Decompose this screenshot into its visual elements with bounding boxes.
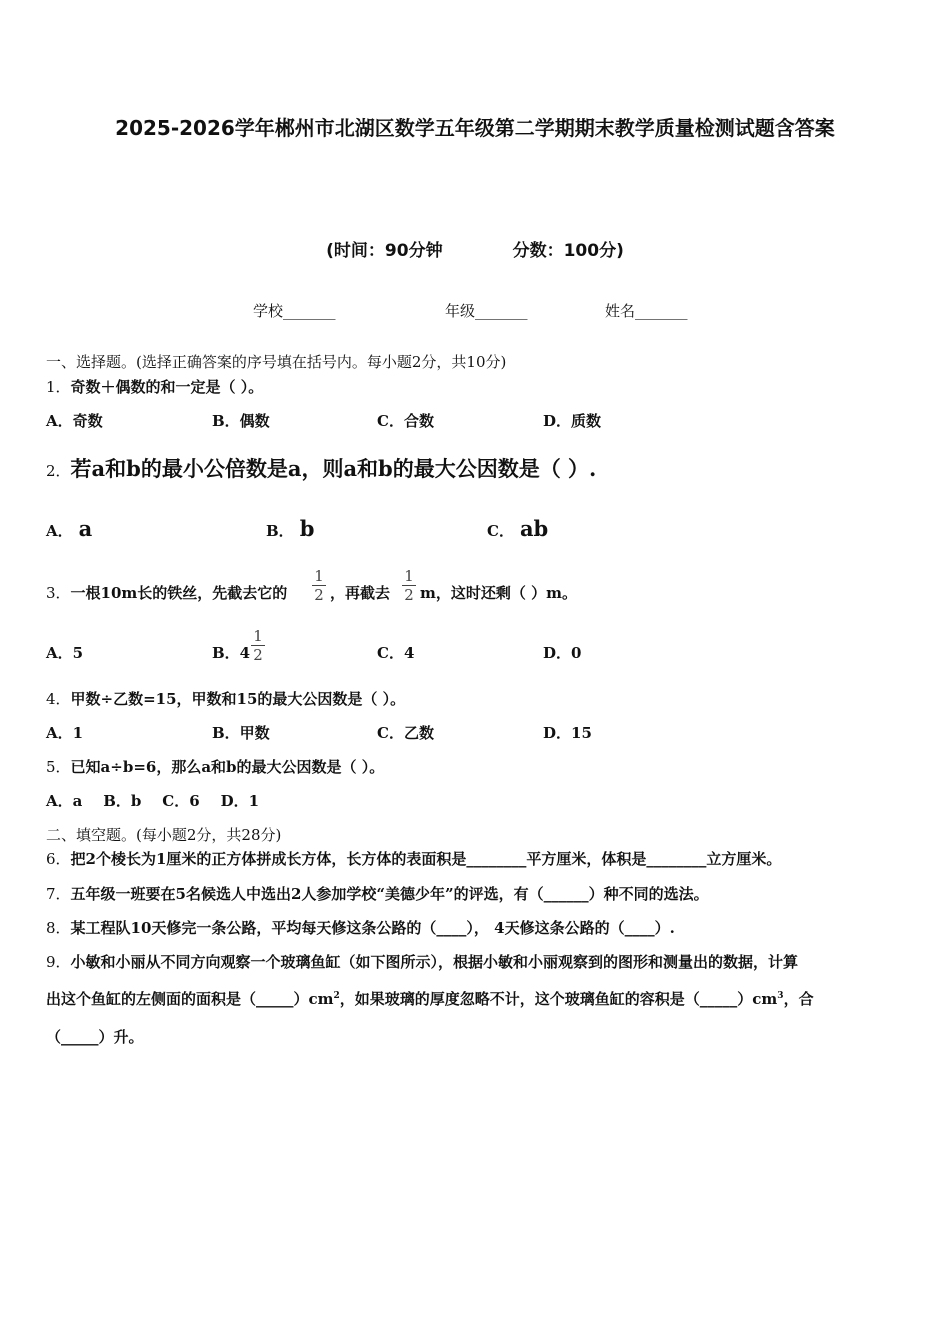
option-c: C．4 xyxy=(377,644,415,662)
question-9 xyxy=(46,951,798,972)
question-4 xyxy=(46,688,405,709)
option-a: A．1 xyxy=(46,724,84,742)
score-info: 分数：100分) xyxy=(512,241,624,261)
option-b: B．偶数 xyxy=(212,412,270,430)
question-1 xyxy=(46,376,263,397)
option-b xyxy=(266,516,314,541)
option-a: A．奇数 xyxy=(46,412,103,430)
option-d: D．15 xyxy=(543,724,592,742)
superscript-2: 2 xyxy=(333,991,340,1001)
exam-info xyxy=(0,236,950,261)
question-text-part1: 一根10m长的铁丝，先截去它的 xyxy=(70,584,288,602)
option-letter: C． xyxy=(487,522,514,540)
section-heading-fill: 二、填空题。(每小题2分，共28分) xyxy=(46,826,282,844)
option-c: C．乙数 xyxy=(377,724,434,742)
question-5 xyxy=(46,756,384,777)
option-d: D．质数 xyxy=(543,412,602,430)
option-letter: A． xyxy=(46,522,73,540)
name-field: 姓名_______ xyxy=(605,302,688,320)
option-c xyxy=(487,516,548,541)
section-heading-choice: 一、选择题。(选择正确答案的序号填在括号内。每小题2分，共10分) xyxy=(46,353,507,371)
option-a xyxy=(46,516,92,541)
question-text: 若a和b的最小公倍数是a，则a和b的最大公因数是（ ）. xyxy=(70,456,597,481)
question-number: 4． xyxy=(46,690,71,708)
page-title: 2025-2026学年郴州市北湖区数学五年级第二学期期末教学质量检测试题含答案 xyxy=(115,116,835,140)
question-number: 9． xyxy=(46,953,71,971)
question-9-line2: 出这个鱼缸的左侧面的面积是$(\_\_\_\_\_)cm^2$，如果玻璃的厚度忽略不计，这个玻璃鱼缸的容积是$(\_\_\_\_\_)cm^3$，合 xyxy=(46,990,814,1008)
question-text-part3: m，这时还剩（ ）m。 xyxy=(420,584,577,602)
option-value: ab xyxy=(519,516,549,541)
question-number: 3． xyxy=(46,584,71,602)
options-row: A．a B．b C．6 D．1 xyxy=(46,792,260,810)
question-number: 7． xyxy=(46,885,71,903)
question-text: 已知a÷b=6，那么a和b的最大公因数是（ ）。 xyxy=(70,758,385,776)
option-letter: B． xyxy=(266,522,294,540)
question-8 xyxy=(46,917,675,938)
question-number: 6． xyxy=(46,850,71,868)
question-number: 8． xyxy=(46,919,71,937)
question-2 xyxy=(46,453,596,483)
question-text-line1: 小敏和小丽从不同方向观察一个玻璃鱼缸（如下图所示），根据小敏和小丽观察到的图形和测量出的数据，计算 xyxy=(70,953,799,971)
time-info: (时间：90分钟 xyxy=(326,241,443,261)
option-b: B．甲数 xyxy=(212,724,270,742)
fraction-one-half: 1 2 xyxy=(251,628,265,663)
grade-field: 年级_______ xyxy=(445,302,528,320)
question-7 xyxy=(46,883,709,904)
question-text-part2: ，再截去 xyxy=(330,584,391,602)
question-text: 某工程队10天修完一条公路，平均每天修这条公路的（____）， 4天修这条公路的（____）. xyxy=(70,919,675,937)
question-number: 1． xyxy=(46,378,71,396)
option-b: B．4 xyxy=(212,644,251,662)
option-c: C．合数 xyxy=(377,412,434,430)
option-value: a xyxy=(78,516,93,541)
question-text: 五年级一班要在5名候选人中选出2人参加学校“美德少年”的评选，有（______）种不同的选法。 xyxy=(70,885,709,903)
superscript-3: 3 xyxy=(777,991,784,1001)
fraction-one-half: 1 2 xyxy=(402,568,416,603)
fraction-one-half: 1 2 xyxy=(312,568,326,603)
option-value: b xyxy=(299,516,315,541)
question-number: 5． xyxy=(46,758,71,776)
question-3 xyxy=(46,582,287,603)
option-d: D．0 xyxy=(543,644,582,662)
question-text: 甲数÷乙数=15，甲数和15的最大公因数是（ ）。 xyxy=(70,690,406,708)
school-field: 学校_______ xyxy=(253,302,336,320)
question-text: 奇数＋偶数的和一定是（ ）。 xyxy=(70,378,264,396)
question-6 xyxy=(46,848,781,869)
question-9-line3: （_____）升。 xyxy=(46,1028,144,1046)
option-a: A．5 xyxy=(46,644,84,662)
question-text: 把2个棱长为1厘米的正方体拼成长方体，长方体的表面积是________平方厘米，体积是________立方厘米。 xyxy=(70,850,782,868)
question-number: 2． xyxy=(46,462,71,480)
